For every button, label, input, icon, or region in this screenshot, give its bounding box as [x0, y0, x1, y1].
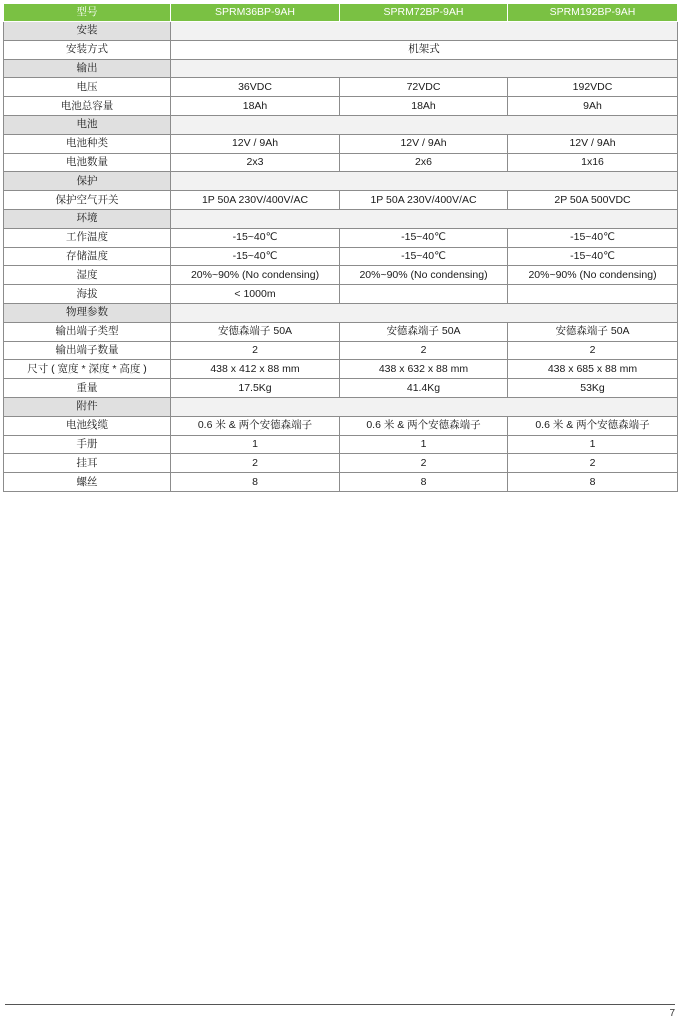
spec-value: 2	[171, 341, 340, 360]
spec-label: 电池线缆	[4, 416, 171, 435]
spec-row	[4, 97, 678, 116]
spec-value: 安德森端子 50A	[171, 322, 340, 341]
spec-value	[340, 285, 508, 304]
section-fill	[171, 22, 678, 41]
spec-row	[4, 285, 678, 304]
spec-table-body	[4, 4, 678, 492]
spec-value: -15~40℃	[508, 247, 678, 266]
spec-value: 20%~90% (No condensing)	[171, 266, 340, 285]
spec-value: 36VDC	[171, 78, 340, 97]
spec-row	[4, 134, 678, 153]
section-fill	[171, 172, 678, 191]
section-title: 安装	[4, 22, 171, 41]
spec-value: 192VDC	[508, 78, 678, 97]
spec-row	[4, 454, 678, 473]
section-row	[4, 22, 678, 41]
spec-value: 18Ah	[340, 97, 508, 116]
section-fill	[171, 397, 678, 416]
footer-divider	[5, 1004, 675, 1005]
spec-value: -15~40℃	[340, 228, 508, 247]
model-name: SPRM36BP-9AH	[171, 4, 340, 22]
section-title: 保护	[4, 172, 171, 191]
spec-row	[4, 191, 678, 210]
model-name: SPRM192BP-9AH	[508, 4, 678, 22]
model-name: SPRM72BP-9AH	[340, 4, 508, 22]
spec-label: 挂耳	[4, 454, 171, 473]
spec-label: 电池总容量	[4, 97, 171, 116]
spec-label: 输出端子类型	[4, 322, 171, 341]
spec-value: 2	[171, 454, 340, 473]
spec-label: 海拔	[4, 285, 171, 304]
spec-value: 2x6	[340, 153, 508, 172]
spec-value: 2	[340, 341, 508, 360]
spec-label: 湿度	[4, 266, 171, 285]
section-title: 电池	[4, 115, 171, 134]
spec-value: 0.6 米 & 两个安德森端子	[508, 416, 678, 435]
spec-value: 8	[508, 473, 678, 492]
spec-row	[4, 40, 678, 59]
spec-value: 72VDC	[340, 78, 508, 97]
spec-label: 电池数量	[4, 153, 171, 172]
section-row	[4, 172, 678, 191]
section-title: 附件	[4, 397, 171, 416]
section-row	[4, 115, 678, 134]
page-number: 7	[669, 1008, 675, 1019]
spec-value: 9Ah	[508, 97, 678, 116]
section-title: 物理参数	[4, 303, 171, 322]
spec-label: 尺寸 ( 宽度 * 深度 * 高度 )	[4, 360, 171, 379]
spec-value	[508, 285, 678, 304]
section-row	[4, 59, 678, 78]
spec-value: 2	[340, 454, 508, 473]
spec-row	[4, 153, 678, 172]
spec-value: 12V / 9Ah	[171, 134, 340, 153]
spec-label: 手册	[4, 435, 171, 454]
spec-value: 2	[508, 454, 678, 473]
spec-value: 2	[508, 341, 678, 360]
spec-value: -15~40℃	[171, 247, 340, 266]
spec-value: < 1000m	[171, 285, 340, 304]
spec-value: 20%~90% (No condensing)	[508, 266, 678, 285]
spec-value: 0.6 米 & 两个安德森端子	[340, 416, 508, 435]
section-fill	[171, 59, 678, 78]
section-row	[4, 397, 678, 416]
spec-row	[4, 78, 678, 97]
spec-label: 保护空气开关	[4, 191, 171, 210]
spec-label: 存储温度	[4, 247, 171, 266]
spec-label: 电压	[4, 78, 171, 97]
spec-row	[4, 341, 678, 360]
spec-row	[4, 266, 678, 285]
spec-row	[4, 435, 678, 454]
spec-value: 20%~90% (No condensing)	[340, 266, 508, 285]
spec-row	[4, 247, 678, 266]
spec-table	[3, 3, 678, 492]
spec-value: 1P 50A 230V/400V/AC	[171, 191, 340, 210]
section-row	[4, 303, 678, 322]
spec-value: 438 x 685 x 88 mm	[508, 360, 678, 379]
spec-value: 8	[171, 473, 340, 492]
spec-row	[4, 360, 678, 379]
section-title: 输出	[4, 59, 171, 78]
spec-label: 电池种类	[4, 134, 171, 153]
section-fill	[171, 209, 678, 228]
spec-value: 安德森端子 50A	[508, 322, 678, 341]
spec-value: 1P 50A 230V/400V/AC	[340, 191, 508, 210]
section-fill	[171, 303, 678, 322]
spec-value: 1x16	[508, 153, 678, 172]
spec-label: 安装方式	[4, 40, 171, 59]
spec-value: -15~40℃	[508, 228, 678, 247]
section-row	[4, 209, 678, 228]
spec-value: 438 x 412 x 88 mm	[171, 360, 340, 379]
section-fill	[171, 115, 678, 134]
header-label: 型号	[4, 4, 171, 22]
spec-value: 1	[508, 435, 678, 454]
spec-row	[4, 228, 678, 247]
spec-value: 41.4Kg	[340, 379, 508, 398]
section-title: 环境	[4, 209, 171, 228]
spec-value: 18Ah	[171, 97, 340, 116]
spec-row	[4, 416, 678, 435]
spec-value: -15~40℃	[340, 247, 508, 266]
spec-value: 1	[171, 435, 340, 454]
spec-value: 0.6 米 & 两个安德森端子	[171, 416, 340, 435]
spec-value: 438 x 632 x 88 mm	[340, 360, 508, 379]
spec-value: 2x3	[171, 153, 340, 172]
spec-label: 工作温度	[4, 228, 171, 247]
spec-value: 12V / 9Ah	[340, 134, 508, 153]
spec-value: 53Kg	[508, 379, 678, 398]
spec-label: 螺丝	[4, 473, 171, 492]
spec-row	[4, 322, 678, 341]
spec-row	[4, 473, 678, 492]
spec-value: 机架式	[171, 40, 678, 59]
spec-label: 重量	[4, 379, 171, 398]
spec-value: -15~40℃	[171, 228, 340, 247]
spec-value: 17.5Kg	[171, 379, 340, 398]
spec-value: 1	[340, 435, 508, 454]
spec-row	[4, 379, 678, 398]
spec-value: 8	[340, 473, 508, 492]
spec-value: 安德森端子 50A	[340, 322, 508, 341]
spec-value: 12V / 9Ah	[508, 134, 678, 153]
spec-value: 2P 50A 500VDC	[508, 191, 678, 210]
spec-label: 输出端子数量	[4, 341, 171, 360]
header-row	[4, 4, 678, 22]
